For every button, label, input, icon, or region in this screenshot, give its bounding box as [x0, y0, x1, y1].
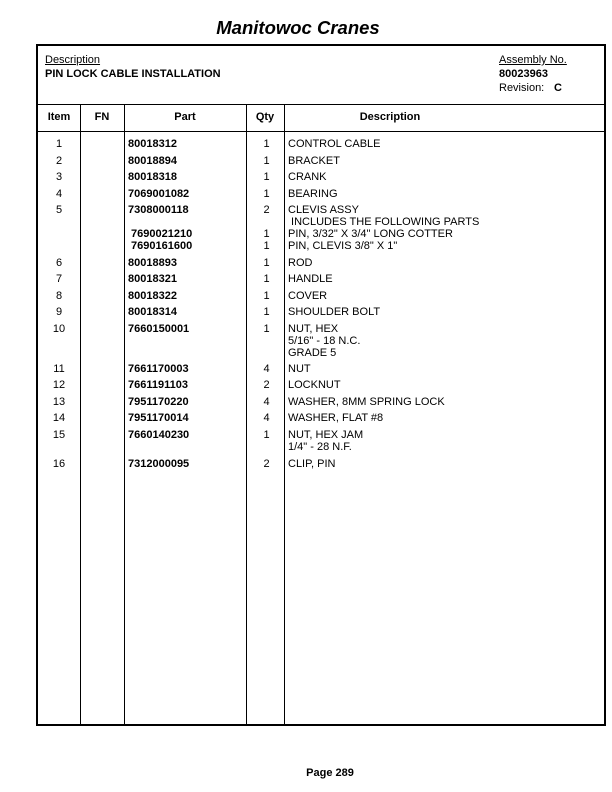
part-number: 7308000118 [128, 204, 189, 216]
quantity: 4 [263, 363, 270, 375]
item-number: 8 [55, 290, 63, 302]
part-description: BRACKET [288, 155, 340, 167]
part-number: 7690161600 [128, 240, 193, 252]
part-number: 80018894 [128, 155, 177, 167]
item-number: 11 [53, 363, 65, 375]
quantity: 4 [263, 396, 270, 408]
column-divider [246, 104, 247, 724]
part-number: 7069001082 [128, 188, 190, 200]
part-description: LOCKNUT [288, 379, 341, 391]
assembly-number-caption: Assembly No. [499, 54, 567, 66]
quantity: 1 [263, 429, 270, 441]
assembly-description: PIN LOCK CABLE INSTALLATION [45, 68, 221, 80]
part-description: CONTROL CABLE [288, 138, 381, 150]
quantity: 2 [263, 458, 270, 470]
part-number: 7690021210 [128, 228, 193, 240]
part-description: COVER [288, 290, 328, 302]
item-number: 10 [52, 323, 66, 335]
quantity: 1 [263, 257, 270, 269]
part-number: 7312000095 [128, 458, 190, 470]
part-description: CRANK [288, 171, 327, 183]
part-description: HANDLE [288, 273, 333, 285]
item-number: 12 [52, 379, 66, 391]
column-header-row [38, 104, 604, 132]
item-number: 15 [52, 429, 66, 441]
page-number: Page 289 [306, 767, 354, 779]
quantity: 1 [263, 171, 270, 183]
part-description: NUT [288, 363, 311, 375]
part-description: WASHER, 8MM SPRING LOCK [288, 396, 445, 408]
column-header-fn: FN [94, 111, 110, 123]
quantity: 1 [263, 188, 270, 200]
part-number: 7660140230 [128, 429, 190, 441]
part-number: 80018312 [128, 138, 177, 150]
parts-list-frame [36, 44, 606, 726]
item-number: 7 [55, 273, 63, 285]
quantity: 4 [263, 412, 270, 424]
revision-label: Revision: [499, 82, 545, 94]
part-description: CLEVIS ASSY INCLUDES THE FOLLOWING PARTS [288, 204, 480, 228]
part-description: CLIP, PIN [288, 458, 336, 470]
part-number: 7660150001 [128, 323, 190, 335]
quantity: 1 [263, 138, 270, 150]
part-description: NUT, HEX 5/16" - 18 N.C. GRADE 5 [288, 323, 361, 359]
part-number: 7661191103 [128, 379, 188, 391]
column-header-item: Item [47, 111, 71, 123]
part-description: PIN, CLEVIS 3/8" X 1" [288, 240, 398, 252]
column-header-qty: Qty [255, 111, 275, 123]
quantity: 1 [263, 240, 270, 252]
item-number: 6 [55, 257, 63, 269]
revision-value: C [554, 82, 562, 94]
part-number: 80018314 [128, 306, 177, 318]
part-description: ROD [288, 257, 313, 269]
item-number: 3 [55, 171, 63, 183]
quantity: 1 [263, 155, 270, 167]
item-number: 16 [52, 458, 66, 470]
part-number: 80018893 [128, 257, 177, 269]
part-number: 7951170220 [128, 396, 189, 408]
quantity: 2 [263, 204, 270, 216]
item-number: 14 [52, 412, 66, 424]
item-number: 1 [55, 138, 63, 150]
quantity: 1 [263, 273, 270, 285]
quantity: 1 [263, 290, 270, 302]
quantity: 1 [263, 306, 270, 318]
column-divider [124, 104, 125, 724]
item-number: 4 [55, 188, 63, 200]
column-divider [80, 104, 81, 724]
column-header-part: Part [174, 111, 196, 123]
part-description: NUT, HEX JAM 1/4" - 28 N.F. [288, 429, 364, 453]
part-number: 80018322 [128, 290, 177, 302]
document-title: Manitowoc Cranes [216, 17, 380, 38]
quantity: 1 [263, 323, 270, 335]
description-caption: Description [45, 54, 101, 66]
part-description: PIN, 3/32" X 3/4" LONG COTTER [288, 228, 453, 240]
part-number: 7951170014 [128, 412, 189, 424]
item-number: 5 [55, 204, 63, 216]
item-number: 2 [55, 155, 63, 167]
quantity: 2 [263, 379, 270, 391]
part-description: SHOULDER BOLT [288, 306, 381, 318]
assembly-number: 80023963 [499, 68, 548, 80]
assembly-header [38, 46, 604, 105]
part-description: BEARING [288, 188, 338, 200]
part-number: 80018321 [128, 273, 177, 285]
quantity: 1 [263, 228, 270, 240]
part-number: 80018318 [128, 171, 177, 183]
item-number: 9 [55, 306, 63, 318]
part-description: WASHER, FLAT #8 [288, 412, 384, 424]
column-header-description: Description [359, 111, 421, 123]
item-number: 13 [52, 396, 66, 408]
part-number: 7661170003 [128, 363, 189, 375]
